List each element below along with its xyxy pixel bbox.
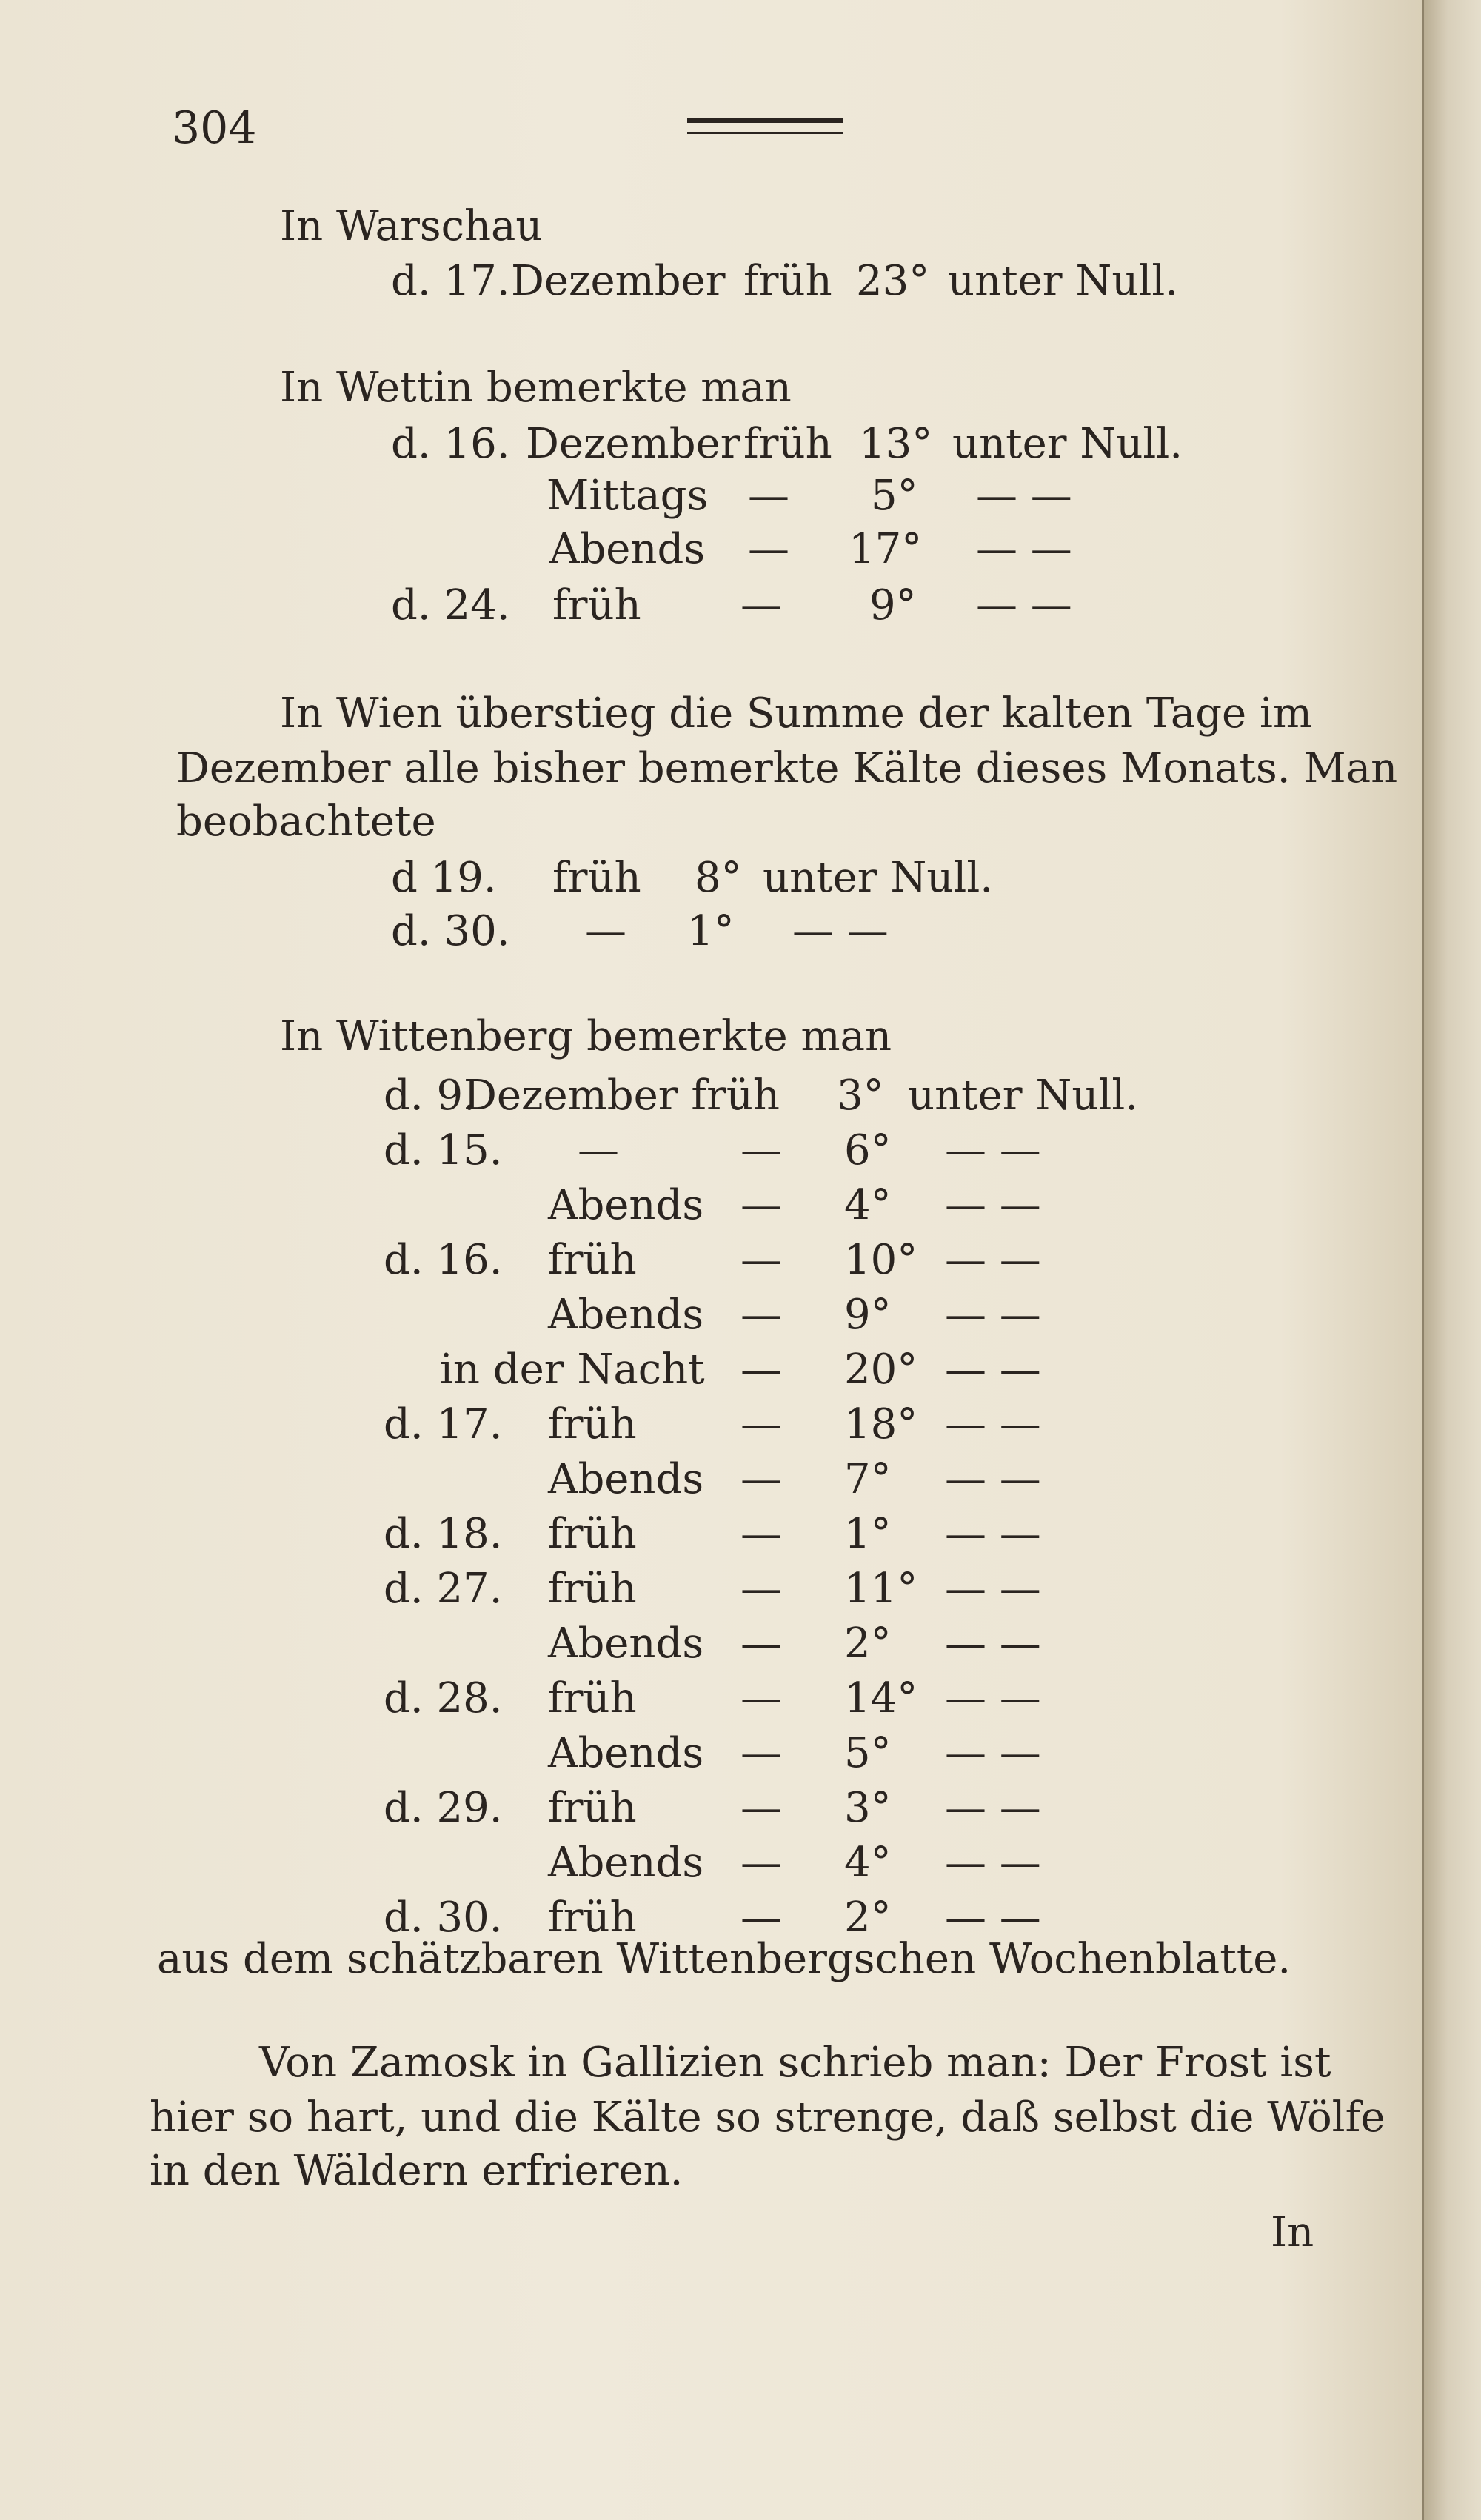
wittenberg-row-1-day: d. 9. xyxy=(384,1072,476,1120)
zamosk-line-3: in den Wäldern erfrieren. xyxy=(150,2147,683,2195)
wittenberg-row-1-temp: 3° xyxy=(837,1072,884,1120)
wittenberg-row-11-dir: — — xyxy=(945,1620,1041,1668)
wittenberg-row-12-temp: 14° xyxy=(844,1674,918,1722)
wettin-row-4-dash: — xyxy=(740,581,782,629)
wittenberg-row-5-time: Abends xyxy=(548,1291,704,1339)
wittenberg-row-2-time: — xyxy=(578,1126,619,1174)
wittenberg-row-10-dir: — — xyxy=(945,1565,1041,1613)
wittenberg-row-13-dash: — xyxy=(740,1729,782,1777)
wittenberg-row-10-dash: — xyxy=(740,1565,782,1613)
wittenberg-row-7-dash: — xyxy=(740,1400,782,1448)
wettin-row-3-dir: — — xyxy=(976,525,1072,573)
wittenberg-row-3-dash: — xyxy=(740,1181,782,1229)
wittenberg-row-10-temp: 11° xyxy=(844,1565,918,1613)
wittenberg-row-4-time: früh xyxy=(548,1236,637,1284)
wittenberg-row-11-temp: 2° xyxy=(844,1620,892,1668)
wittenberg-row-15-dash: — xyxy=(740,1839,782,1887)
wittenberg-row-2-temp: 6° xyxy=(844,1126,892,1174)
wittenberg-row-13-dir: — — xyxy=(945,1729,1041,1777)
wittenberg-row-16-day: d. 30. xyxy=(384,1894,503,1942)
wittenberg-row-15-time: Abends xyxy=(548,1839,704,1887)
wittenberg-row-7-temp: 18° xyxy=(844,1400,918,1448)
wittenberg-row-3-time: Abends xyxy=(548,1181,704,1229)
wittenberg-row-4-dir: — — xyxy=(945,1236,1041,1284)
wittenberg-source: aus dem schätzbaren Wittenbergschen Wochenblatte. xyxy=(157,1935,1291,1983)
wittenberg-row-3-dir: — — xyxy=(945,1181,1041,1229)
wittenberg-row-14-time: früh xyxy=(548,1784,637,1832)
wittenberg-row-8-dir: — — xyxy=(945,1455,1041,1503)
wittenberg-row-9-dir: — — xyxy=(945,1510,1041,1558)
wittenberg-row-4-temp: 10° xyxy=(844,1236,918,1284)
wittenberg-row-12-dash: — xyxy=(740,1674,782,1722)
wettin-row-2-dash: — xyxy=(748,472,789,520)
wettin-row-4-temp: 9° xyxy=(869,581,917,629)
wien-row-2-day: d. 30. xyxy=(391,907,510,955)
wittenberg-row-1-time: Dezember früh xyxy=(464,1072,780,1120)
wittenberg-row-8-dash: — xyxy=(740,1455,782,1503)
wittenberg-row-14-day: d. 29. xyxy=(384,1784,503,1832)
wien-line-3: beobachtete xyxy=(176,798,436,846)
wittenberg-row-5-dir: — — xyxy=(945,1291,1041,1339)
wittenberg-row-3-temp: 4° xyxy=(844,1181,892,1229)
wien-row-1-temp: 8° xyxy=(695,854,742,902)
warschau-month: Dezember xyxy=(511,257,726,305)
wittenberg-row-10-time: früh xyxy=(548,1565,637,1613)
catchword: In xyxy=(1271,2208,1314,2256)
wittenberg-row-7-time: früh xyxy=(548,1400,637,1448)
wettin-row-3-temp: 17° xyxy=(849,525,923,573)
wettin-row-4-dir: — — xyxy=(976,581,1072,629)
wittenberg-row-4-dash: — xyxy=(740,1236,782,1284)
wien-row-2-temp: 1° xyxy=(687,907,735,955)
wittenberg-heading: In Wittenberg bemerkte man xyxy=(280,1012,892,1060)
wittenberg-row-15-dir: — — xyxy=(945,1839,1041,1887)
wittenberg-row-7-dir: — — xyxy=(945,1400,1041,1448)
wittenberg-row-12-dir: — — xyxy=(945,1674,1041,1722)
wien-row-1-time: früh xyxy=(552,854,641,902)
wittenberg-row-16-dir: — — xyxy=(945,1894,1041,1942)
page-number: 304 xyxy=(172,102,257,154)
warschau-temp: 23° xyxy=(856,257,930,305)
wettin-row-1-temp: 13° xyxy=(859,420,933,468)
book-gutter xyxy=(1422,0,1481,2520)
wittenberg-row-14-dir: — — xyxy=(945,1784,1041,1832)
wien-row-2-time: — xyxy=(585,907,626,955)
wittenberg-row-1-dir: unter Null. xyxy=(908,1072,1139,1120)
wettin-row-1-month: Dezember xyxy=(526,420,740,468)
wittenberg-row-12-time: früh xyxy=(548,1674,637,1722)
wittenberg-row-15-temp: 4° xyxy=(844,1839,892,1887)
wettin-row-3-time: Abends xyxy=(549,525,706,573)
wittenberg-row-6-dash: — xyxy=(740,1346,782,1394)
wettin-row-3-dash: — xyxy=(748,525,789,573)
zamosk-line-2: hier so hart, und die Kälte so strenge, daß selbst die Wölfe xyxy=(150,2093,1385,2142)
wien-line-2: Dezember alle bisher bemerkte Kälte dieses Monats. Man xyxy=(176,744,1398,792)
wittenberg-row-6-dir: — — xyxy=(945,1346,1041,1394)
wettin-row-2-temp: 5° xyxy=(871,472,918,520)
warschau-time: früh xyxy=(743,257,832,305)
wittenberg-row-5-temp: 9° xyxy=(844,1291,892,1339)
zamosk-line-1: Von Zamosk in Gallizien schrieb man: Der Frost ist xyxy=(259,2039,1331,2087)
wittenberg-row-12-day: d. 28. xyxy=(384,1674,503,1722)
wettin-row-4-time: früh xyxy=(552,581,641,629)
warschau-day: d. 17. xyxy=(391,257,510,305)
wettin-row-1-time: früh xyxy=(743,420,832,468)
wittenberg-row-14-dash: — xyxy=(740,1784,782,1832)
wittenberg-row-14-temp: 3° xyxy=(844,1784,892,1832)
wittenberg-row-11-time: Abends xyxy=(548,1620,704,1668)
warschau-heading: In Warschau xyxy=(280,202,543,250)
wittenberg-row-16-time: früh xyxy=(548,1894,637,1942)
wittenberg-row-8-time: Abends xyxy=(548,1455,704,1503)
wien-row-2-dir: — — xyxy=(792,907,889,955)
wittenberg-row-9-dash: — xyxy=(740,1510,782,1558)
wettin-row-1-day: d. 16. xyxy=(391,420,510,468)
wettin-row-2-time: Mittags xyxy=(546,472,709,520)
wittenberg-row-7-day: d. 17. xyxy=(384,1400,503,1448)
wittenberg-row-2-day: d. 15. xyxy=(384,1126,503,1174)
wittenberg-row-11-dash: — xyxy=(740,1620,782,1668)
wettin-row-4-day: d. 24. xyxy=(391,581,510,629)
wittenberg-row-16-temp: 2° xyxy=(844,1894,892,1942)
wittenberg-row-13-temp: 5° xyxy=(844,1729,892,1777)
header-rule xyxy=(687,118,843,134)
wittenberg-row-16-dash: — xyxy=(740,1894,782,1942)
wien-row-1-day: d 19. xyxy=(391,854,497,902)
wittenberg-row-10-day: d. 27. xyxy=(384,1565,503,1613)
wittenberg-row-2-dir: — — xyxy=(945,1126,1041,1174)
wettin-row-1-dir: unter Null. xyxy=(952,420,1183,468)
warschau-dir: unter Null. xyxy=(948,257,1179,305)
wittenberg-row-2-dash: — xyxy=(740,1126,782,1174)
wien-line-1: In Wien überstieg die Summe der kalten Tage im xyxy=(280,689,1313,738)
wittenberg-row-13-time: Abends xyxy=(548,1729,704,1777)
wittenberg-row-5-dash: — xyxy=(740,1291,782,1339)
wettin-row-2-dir: — — xyxy=(976,472,1072,520)
wittenberg-row-9-temp: 1° xyxy=(844,1510,892,1558)
wittenberg-row-8-temp: 7° xyxy=(844,1455,892,1503)
wittenberg-row-9-day: d. 18. xyxy=(384,1510,503,1558)
wittenberg-row-6-time: in der Nacht xyxy=(440,1346,705,1394)
wien-row-1-dir: unter Null. xyxy=(763,854,994,902)
wittenberg-row-4-day: d. 16. xyxy=(384,1236,503,1284)
wettin-heading: In Wettin bemerkte man xyxy=(280,364,792,412)
wittenberg-row-6-temp: 20° xyxy=(844,1346,918,1394)
wittenberg-row-9-time: früh xyxy=(548,1510,637,1558)
